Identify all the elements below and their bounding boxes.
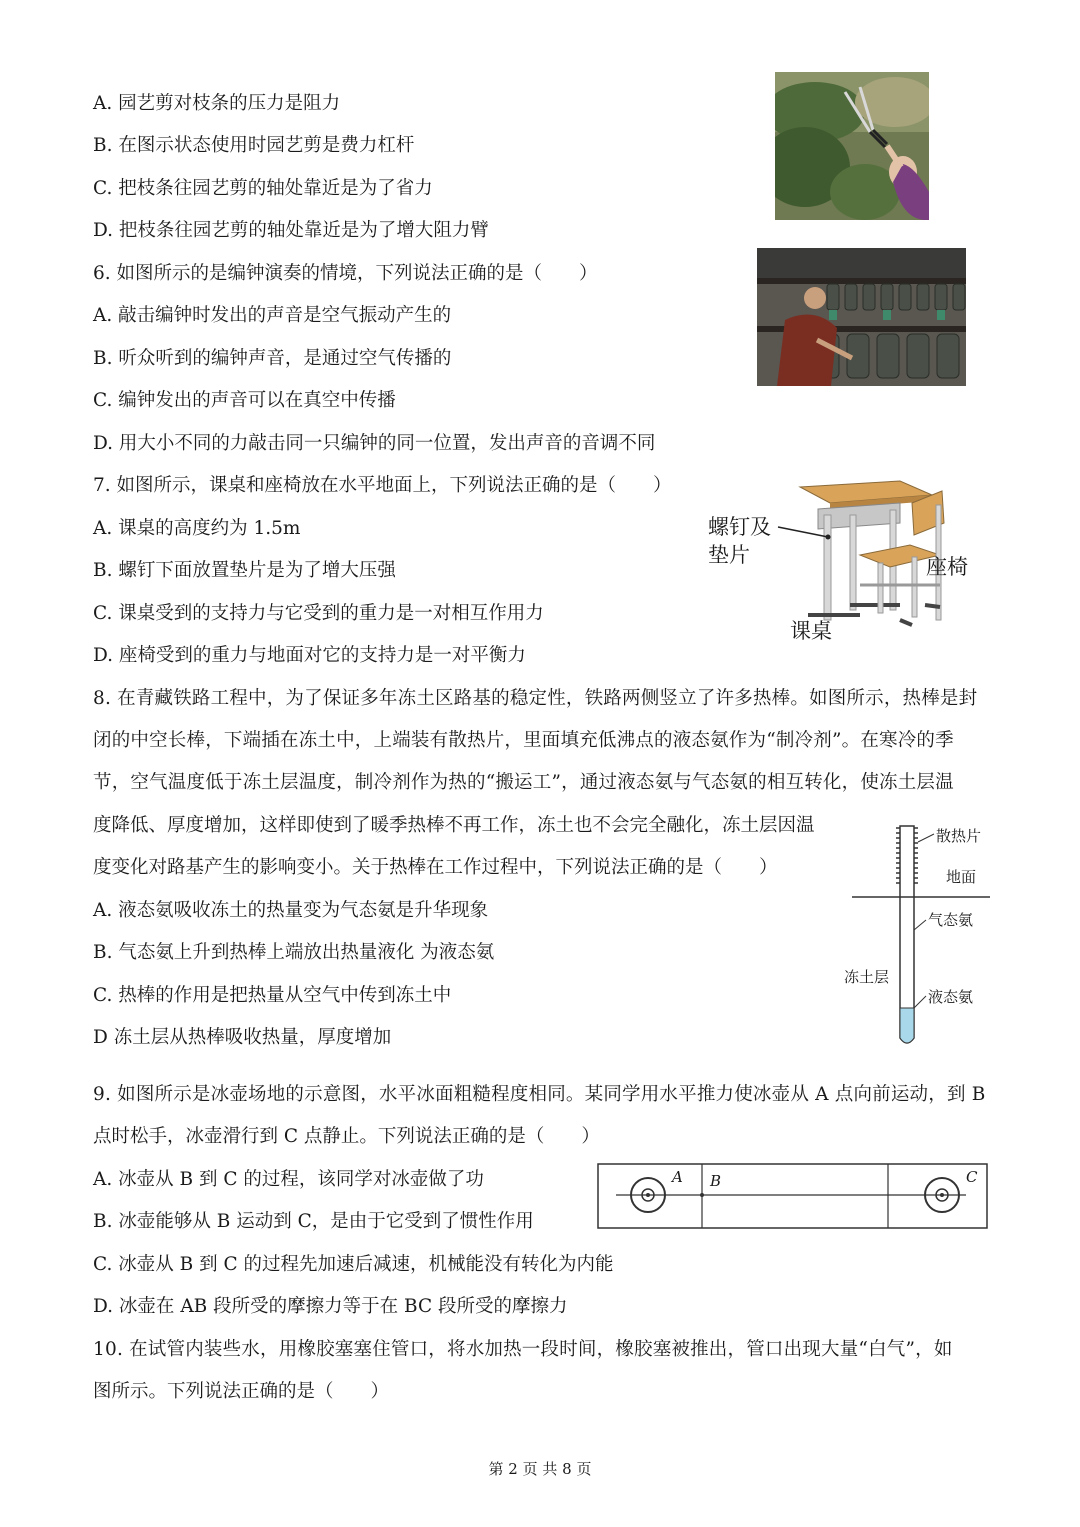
q8-stem-line2: 闭的中空长棒，下端插在冻土中，上端装有散热片，里面填充低沸点的液态氨作为“制冷剂”。在寒冷的季	[93, 730, 954, 751]
frozen-soil-label: 冻土层	[844, 968, 890, 986]
q6-stem: 6. 如图所示的是编钟演奏的情境，下列说法正确的是（ ）	[93, 263, 598, 284]
q6-option-d: D. 用大小不同的力敲击同一只编钟的同一位置，发出声音的音调不同	[93, 433, 656, 454]
q5-option-d: D. 把枝条往园艺剪的轴处靠近是为了增大阻力臂	[93, 220, 489, 241]
q10-stem-line2: 图所示。下列说法正确的是（ ）	[93, 1381, 390, 1402]
page-footer: 第 2 页 共 8 页	[488, 1460, 592, 1478]
q7-option-d: D. 座椅受到的重力与地面对它的支持力是一对平衡力	[93, 645, 526, 666]
q8-option-a: A. 液态氨吸收冻土的热量变为气态氨是升华现象	[93, 900, 489, 921]
screw-label-line1: 螺钉及	[708, 515, 771, 539]
q9-option-a: A. 冰壶从 B 到 C 的过程，该同学对冰壶做了功	[93, 1169, 484, 1190]
chair-label: 座椅	[926, 555, 968, 579]
q9-option-b: B. 冰壶能够从 B 运动到 C，是由于它受到了惯性作用	[93, 1211, 534, 1232]
q5-option-a: A. 园艺剪对枝条的压力是阻力	[93, 93, 341, 114]
desk-chair-figure	[700, 475, 990, 645]
q9-stem-line2: 点时松手，冰壶滑行到 C 点静止。下列说法正确的是（ ）	[93, 1126, 600, 1147]
q8-stem-line1: 8. 在青藏铁路工程中，为了保证多年冻土区路基的稳定性，铁路两侧竖立了许多热棒。如图所示，热棒是封	[93, 688, 978, 709]
q7-stem: 7. 如图所示，课桌和座椅放在水平地面上，下列说法正确的是（ ）	[93, 475, 672, 496]
fins-label: 散热片	[936, 827, 982, 845]
gas-ammonia-label: 气态氨	[928, 911, 974, 929]
q9-option-c: C. 冰壶从 B 到 C 的过程先加速后减速，机械能没有转化为内能	[93, 1254, 614, 1275]
point-b-label: B	[710, 1172, 722, 1190]
chime-bells-photo	[757, 248, 966, 386]
q5-option-b: B. 在图示状态使用时园艺剪是费力杠杆	[93, 135, 415, 156]
q10-stem-line1: 10. 在试管内装些水，用橡胶塞塞住管口，将水加热一段时间，橡胶塞被推出，管口出现大量“白气”，如	[93, 1339, 953, 1360]
q6-option-c: C. 编钟发出的声音可以在真空中传播	[93, 390, 396, 411]
curling-field-figure	[596, 1160, 990, 1232]
desk-label: 课桌	[790, 619, 832, 643]
liquid-ammonia-label: 液态氨	[928, 988, 974, 1006]
screw-label-line2: 垫片	[708, 543, 750, 567]
q9-stem-line1: 9. 如图所示是冰壶场地的示意图，水平冰面粗糙程度相同。某同学用水平推力使冰壶从 A 点向前运动，到 B	[93, 1084, 986, 1105]
q7-option-a: A. 课桌的高度约为 1.5m	[93, 518, 301, 539]
q5-option-c: C. 把枝条往园艺剪的轴处靠近是为了省力	[93, 178, 433, 199]
q9-option-d: D. 冰壶在 AB 段所受的摩擦力等于在 BC 段所受的摩擦力	[93, 1296, 568, 1317]
q8-option-c: C. 热棒的作用是把热量从空气中传到冻土中	[93, 985, 452, 1006]
q7-option-c: C. 课桌受到的支持力与它受到的重力是一对相互作用力	[93, 603, 544, 624]
point-c-label: C	[966, 1168, 978, 1186]
q8-option-d: D 冻土层从热棒吸收热量，厚度增加	[93, 1027, 392, 1048]
q7-option-b: B. 螺钉下面放置垫片是为了增大压强	[93, 560, 396, 581]
garden-shears-photo	[775, 72, 929, 220]
q8-stem-line3: 节，空气温度低于冻土层温度，制冷剂作为热的“搬运工”，通过液态氨与气态氨的相互转化，使冻土层温	[93, 772, 954, 793]
point-a-label: A	[672, 1168, 683, 1186]
heat-rod-figure	[840, 818, 1000, 1050]
q6-option-b: B. 听众听到的编钟声音，是通过空气传播的	[93, 348, 452, 369]
q8-stem-line4: 度降低、厚度增加，这样即使到了暖季热棒不再工作，冻土也不会完全融化，冻土层因温	[93, 815, 815, 836]
q8-stem-line5: 度变化对路基产生的影响变小。关于热棒在工作过程中，下列说法正确的是（ ）	[93, 857, 778, 878]
q6-option-a: A. 敲击编钟时发出的声音是空气振动产生的	[93, 305, 452, 326]
ground-label: 地面	[946, 868, 977, 886]
q8-option-b: B. 气态氨上升到热棒上端放出热量液化 为液态氨	[93, 942, 495, 963]
